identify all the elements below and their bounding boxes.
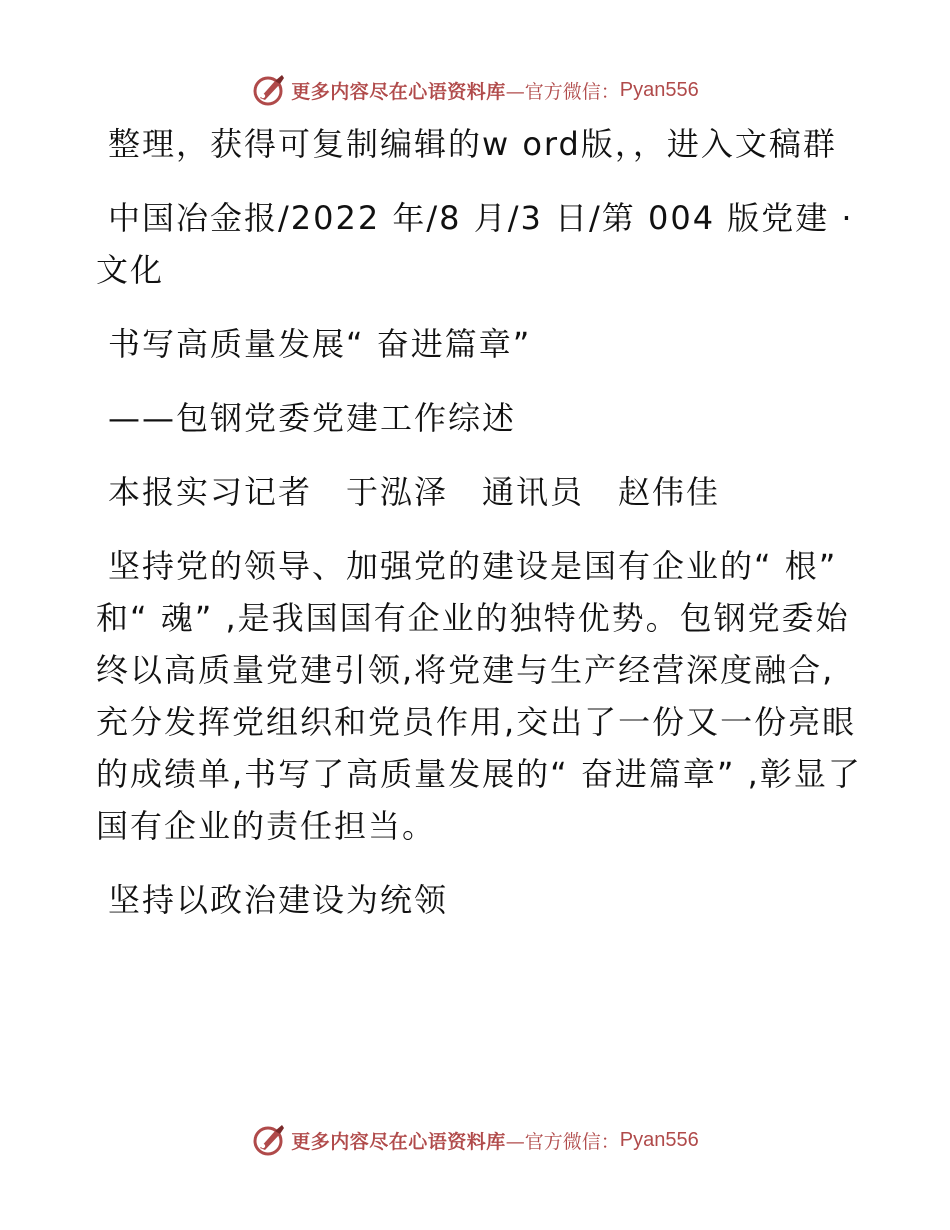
footer-watermark [0,1120,950,1160]
brush-pen-icon [251,72,287,108]
watermark-suffix: —官方微信： [505,1130,620,1153]
header-watermark [0,70,950,110]
source-line: 中国冶金报/2022 年/8 月/3 日/第 004 版党建 · 文化 [96,199,866,289]
watermark-suffix: —官方微信： [505,80,620,103]
watermark-text: 更多内容尽在心语资料库 [291,1130,506,1153]
article-title: 书写高质量发展“ 奋进篇章” [108,325,532,363]
watermark-text: 更多内容尽在心语资料库 [291,80,506,103]
intro-note: 整理，获得可复制编辑的w ord版，，进入文稿群 [108,125,837,163]
byline: 本报实习记者 于泓泽 通讯员 赵伟佳 [108,473,721,511]
document-body [96,118,866,948]
section-heading: 坚持以政治建设为统领 [108,881,449,919]
watermark-id: Pyan556 [619,78,699,101]
brush-pen-icon [251,1122,287,1158]
lead-paragraph: 坚持党的领导、加强党的建设是国有企业的“ 根” 和“ 魂” ,是我国国有企业的独特优势。包钢党委始终以高质量党建引领,将党建与生产经营深度融合,充分发挥党组织和党员作用,交出了一份又一份亮眼的成绩单,书写了高质量发展的“ 奋进篇章” ,彰显了国有企业的责任担当。 [96,547,862,845]
article-subtitle: ——包钢党委党建工作综述 [108,399,517,437]
watermark-id: Pyan556 [619,1128,699,1151]
